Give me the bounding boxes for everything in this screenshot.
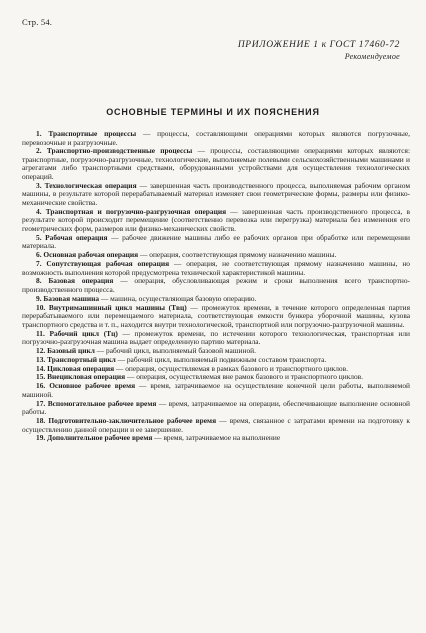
term-item xyxy=(22,182,410,208)
term-number: 5. xyxy=(36,232,42,242)
term-name: Транспортная и погрузочно-разгрузочная операция xyxy=(45,206,227,216)
term-number: 10. xyxy=(36,302,46,312)
term-name: Базовая машина xyxy=(43,293,100,303)
term-number: 3. xyxy=(36,180,42,190)
term-name: Цикловая операция xyxy=(47,363,115,373)
term-definition: — операция, обусловливающая режим и сроки выполнения всего транспортно-производственного процесса. xyxy=(22,276,410,294)
term-item xyxy=(22,400,410,417)
term-definition: — машина, осуществляющая базовую операцию. xyxy=(99,293,257,303)
term-definition: — промежуток времени, в течение которого определенная партия перерабатываемого или перемещаемого материала, соответствующая емкости бункера уборочной машины, кузова транспортного средства и т. п., находится внутри технологической, транспортной или погрузочно-разгрузочной машины. xyxy=(22,302,410,329)
term-definition: — операция, осуществляемая вне рамок базового и транспортного циклов. xyxy=(125,372,364,382)
term-definition: — процессы, составляющими операциями которых являются погрузочные, перевозочные и разгрузочные. xyxy=(22,129,410,147)
appendix-title: ПРИЛОЖЕНИЕ 1 к ГОСТ 17460-72 xyxy=(237,40,400,50)
term-definition: — время, затрачиваемое на выполнение xyxy=(152,433,281,443)
term-number: 8. xyxy=(36,276,42,286)
term-item xyxy=(22,382,410,399)
term-number: 13. xyxy=(36,354,46,364)
appendix-header xyxy=(180,40,400,62)
term-number: 6. xyxy=(36,250,42,260)
term-item xyxy=(22,277,410,294)
term-definition: — рабочее движение машины либо ее рабочих органов при обработке или перемещении материала. xyxy=(22,232,410,251)
term-name: Внецикловая операция xyxy=(47,372,126,382)
document-title: ОСНОВНЫЕ ТЕРМИНЫ И ИХ ПОЯСНЕНИЯ xyxy=(106,107,320,117)
term-definition: — рабочий цикл, выполняемый подвижным составом транспорта. xyxy=(115,354,327,364)
term-name: Внутримашинный цикл машины (Tвц) xyxy=(48,302,187,312)
term-definition: — промежуток времени, по истечении которого технологическая, транспортная или погрузочно-разгрузочная машина выдает определенную партию материала. xyxy=(22,328,410,347)
term-name: Основная рабочая операция xyxy=(43,250,139,260)
term-definition: — время, затрачиваемое на операции, обеспечивающие выполнение основной работы. xyxy=(22,398,410,417)
term-number: 16. xyxy=(36,381,46,391)
term-definition: — рабочий цикл, выполняемый базовой машиной. xyxy=(94,345,256,355)
term-item xyxy=(22,208,410,234)
term-name: Подготовительно-заключительное рабочее время xyxy=(48,416,217,426)
term-definition: — завершенная часть производственного процесса, в результате которой происходит перемещение (соответственно перевозка или перегрузка) материала без изменения его геометрических форм, размеров или физико-механических свойств. xyxy=(22,206,410,233)
term-number: 4. xyxy=(36,206,42,216)
term-item xyxy=(22,130,410,147)
term-definition: — время, затрачиваемое на осуществление конечной цели работы, выполняемой машиной. xyxy=(22,381,410,399)
term-item xyxy=(22,147,410,181)
term-number: 17. xyxy=(36,398,46,408)
term-item xyxy=(22,304,410,330)
term-definition: — операция, не соответствующая прямому назначению машины, но возможность выполнения которой предусмотрена технической характеристикой машины. xyxy=(22,258,410,277)
term-item xyxy=(22,417,410,434)
term-name: Дополнительное рабочее время xyxy=(47,433,153,443)
term-item xyxy=(22,260,410,277)
term-number: 19. xyxy=(36,433,46,443)
term-name: Рабочий цикл (Tц) xyxy=(49,328,118,338)
term-number: 2. xyxy=(36,146,42,156)
term-name: Базовая операция xyxy=(48,276,114,286)
term-name: Основное рабочее время xyxy=(49,381,136,391)
term-name: Технологическая операция xyxy=(44,180,137,190)
term-item xyxy=(22,330,410,347)
term-name: Рабочая операция xyxy=(45,232,108,242)
term-name: Транспортно-производственные процессы xyxy=(46,146,193,156)
term-item xyxy=(22,434,410,443)
term-definition: — процессы, составляющими операциями которых являются: транспортные, погрузочно-разгрузочные, технологические, выполняемые полевыми сельскохозяйственными машинами и агрегатами либо транспортными средствами, оборудованными устройствами для осуществления технологических операций. xyxy=(22,146,410,182)
term-name: Сопутствующая рабочая операция xyxy=(46,258,170,268)
term-definition: — операция, соответствующая прямому назначению машины. xyxy=(138,250,337,260)
term-number: 1. xyxy=(36,129,42,138)
term-number: 18. xyxy=(36,416,46,426)
term-name: Транспортный цикл xyxy=(47,354,116,364)
term-number: 7. xyxy=(36,258,42,268)
term-name: Вспомогательное рабочее время xyxy=(47,398,157,408)
term-number: 9. xyxy=(36,293,42,303)
term-number: 11. xyxy=(36,328,45,338)
term-definition: — время, связанное с затратами времени на подготовку к осуществлению данной операции и ее завершение. xyxy=(22,416,410,434)
term-item xyxy=(22,234,410,251)
appendix-subtitle: Рекомендуемое xyxy=(344,52,400,61)
term-name: Базовый цикл xyxy=(47,345,95,355)
term-definition: — операция, осуществляемая в рамках базового и транспортного циклов. xyxy=(114,363,348,373)
terms-list xyxy=(22,130,410,443)
term-number: 12. xyxy=(36,345,46,355)
term-name: Транспортные процессы xyxy=(48,129,137,138)
term-number: 15. xyxy=(36,372,46,382)
page-number: Стр. 54. xyxy=(22,17,53,27)
term-number: 14. xyxy=(36,363,46,373)
term-definition: — завершенная часть производственного процесса, выполняемая рабочим органом машины, в результате которой перерабатываемый материал изменяет свои геометрические формы, размеры или физико-механические свойства. xyxy=(22,180,410,207)
